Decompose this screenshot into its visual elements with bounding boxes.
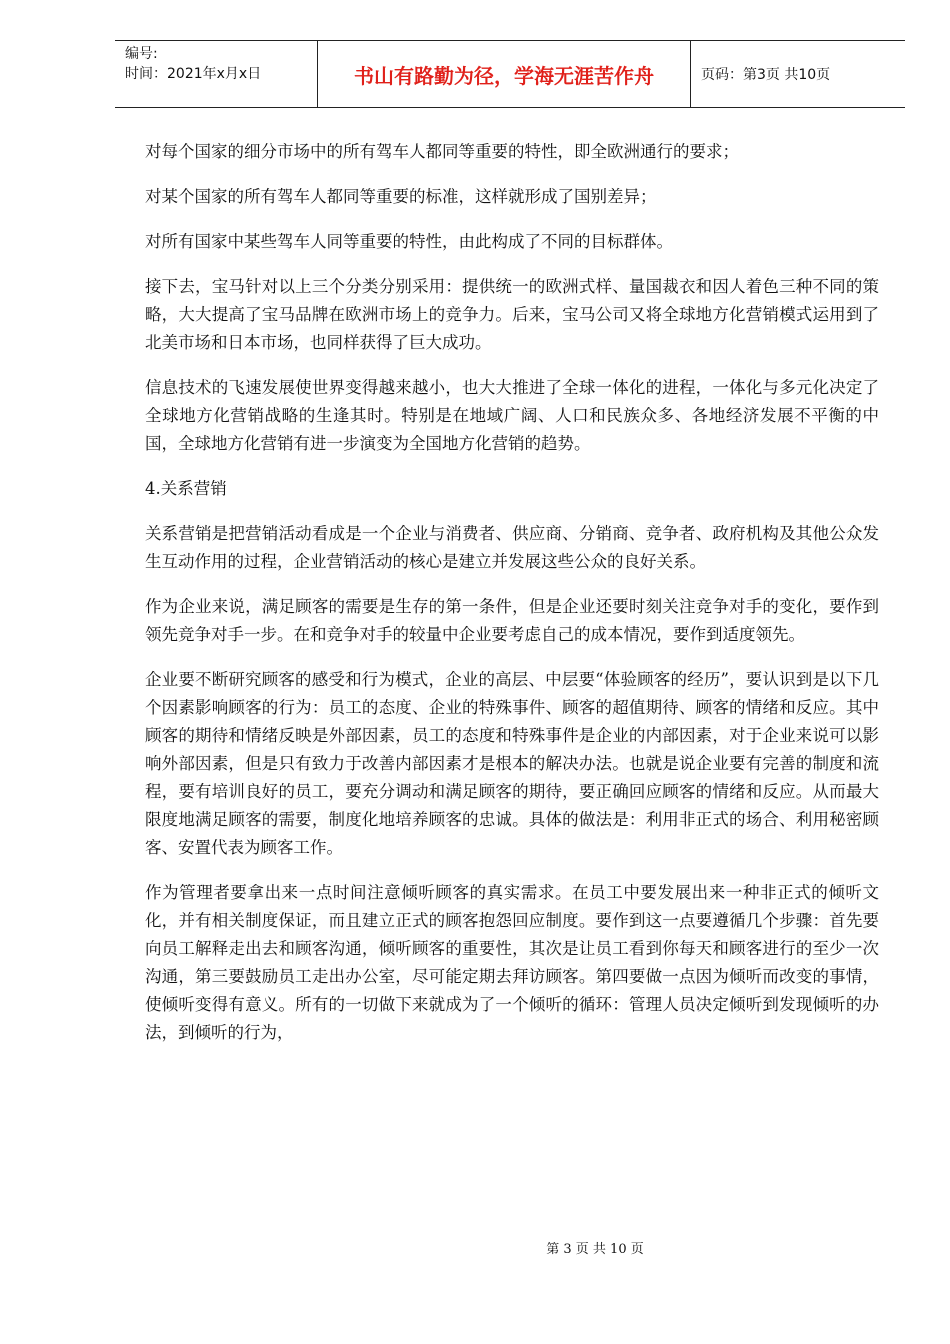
header-motto: 书山有路勤为径，学海无涯苦作舟 — [318, 41, 691, 107]
time-label: 时间：2021年x月x日 — [125, 66, 262, 82]
section-heading: 4.关系营销 — [145, 479, 227, 498]
document-body — [145, 138, 879, 1064]
paragraph: 企业要不断研究顾客的感受和行为模式，企业的高层、中层要“体验顾客的经历”，要认识到是以下几个因素影响顾客的行为：员工的态度、企业的特殊事件、顾客的超值期待、顾客的情绪和反应。其中顾客的期待和情绪反映是外部因素，员工的态度和特殊事件是企业的内部因素，对于企业来说可以影响外部因素，但是只有致力于改善内部因素才是根本的解决办法。也就是说企业要有完善的制度和流程，要有培训良好的员工，要充分调动和满足顾客的期待，要正确回应顾客的情绪和反应。从而最大限度地满足顾客的需要，制度化地培养顾客的忠诚。具体的做法是：利用非正式的场合、利用秘密顾客、安置代表为顾客工作。 — [145, 670, 879, 857]
page-header — [115, 40, 905, 108]
paragraph: 作为管理者要拿出来一点时间注意倾听顾客的真实需求。在员工中要发展出来一种非正式的倾听文化，并有相关制度保证，而且建立正式的顾客抱怨回应制度。要作到这一点要遵循几个步骤：首先要向员工解释走出去和顾客沟通，倾听顾客的重要性，其次是让员工看到你每天和顾客进行的至少一次沟通，第三要鼓励员工走出办公室，尽可能定期去拜访顾客。第四要做一点因为倾听而改变的事情，使倾听变得有意义。所有的一切做下来就成为了一个倾听的循环：管理人员决定倾听到发现倾听的办法，到倾听的行为， — [145, 883, 879, 1042]
paragraph: 对所有国家中某些驾车人同等重要的特性，由此构成了不同的目标群体。 — [145, 232, 673, 251]
header-page-info: 页码：第3页 共10页 — [701, 67, 831, 83]
number-label: 编号: — [125, 46, 158, 62]
paragraph: 作为企业来说，满足顾客的需要是生存的第一条件，但是企业还要时刻关注竞争对手的变化，要作到领先竞争对手一步。在和竞争对手的较量中企业要考虑自己的成本情况，要作到适度领先。 — [145, 597, 879, 644]
paragraph: 对某个国家的所有驾车人都同等重要的标准，这样就形成了国别差异； — [145, 187, 657, 206]
paragraph: 关系营销是把营销活动看成是一个企业与消费者、供应商、分销商、竞争者、政府机构及其他公众发生互动作用的过程，企业营销活动的核心是建立并发展这些公众的良好关系。 — [145, 524, 879, 571]
paragraph: 信息技术的飞速发展使世界变得越来越小，也大大推进了全球一体化的进程，一体化与多元化决定了全球地方化营销战略的生逢其时。特别是在地域广阔、人口和民族众多、各地经济发展不平衡的中国，全球地方化营销有进一步演变为全国地方化营销的趋势。 — [145, 378, 879, 453]
paragraph: 接下去，宝马针对以上三个分类分别采用：提供统一的欧洲式样、量国裁衣和因人着色三种不同的策略，大大提高了宝马品牌在欧洲市场上的竞争力。后来，宝马公司又将全球地方化营销模式运用到了北美市场和日本市场，也同样获得了巨大成功。 — [145, 277, 879, 352]
header-meta — [115, 41, 318, 107]
paragraph: 对每个国家的细分市场中的所有驾车人都同等重要的特性，即全欧洲通行的要求； — [145, 142, 739, 161]
page-footer: 第 3 页 共 10 页 — [546, 1242, 644, 1257]
